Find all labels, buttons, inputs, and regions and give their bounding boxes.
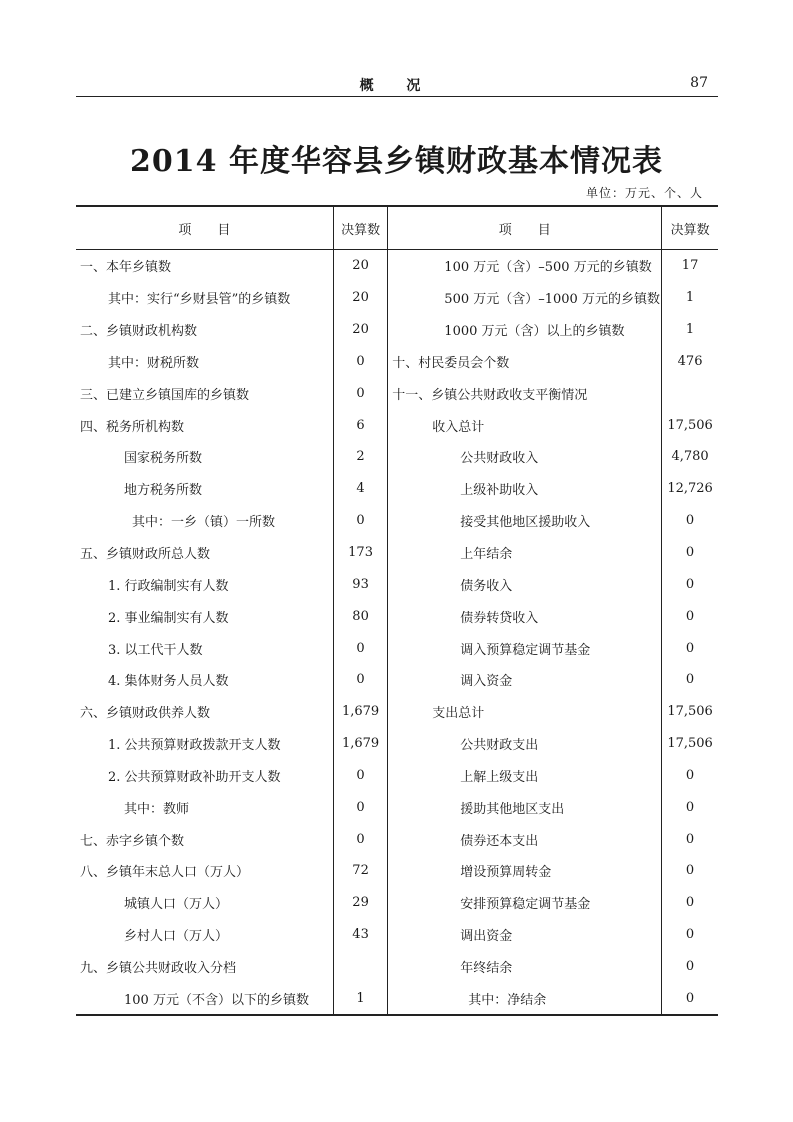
row-item-left: 1. 公共预算财政拨款开支人数 — [108, 738, 281, 754]
row-item-left: 其中：实行“乡财县管”的乡镇数 — [108, 292, 291, 308]
row-value-left: 4 — [333, 473, 387, 505]
row-item-left: 2. 公共预算财政补助开支人数 — [108, 769, 281, 785]
row-value-right: 17 — [662, 250, 718, 282]
row-item-right: 调入资金 — [388, 664, 662, 696]
header-item-left: 项 目 — [76, 206, 333, 250]
table-row — [76, 346, 718, 378]
row-item-right: 债务收入 — [388, 568, 662, 600]
table-row — [76, 982, 718, 1015]
row-value-left: 80 — [333, 600, 387, 632]
row-value-right: 0 — [662, 887, 718, 919]
row-item-left: 八、乡镇年末总人口（万人） — [80, 865, 250, 881]
row-value-right — [662, 377, 718, 409]
row-value-right: 17,506 — [662, 696, 718, 728]
row-item-right: 调出资金 — [388, 919, 662, 951]
row-value-right: 1 — [662, 282, 718, 314]
row-value-right: 0 — [662, 823, 718, 855]
row-item-left: 其中：一乡（镇）一所数 — [132, 515, 276, 531]
table-row — [76, 537, 718, 569]
row-item-left: 乡村人口（万人） — [124, 929, 229, 945]
table-row — [76, 314, 718, 346]
table-row — [76, 473, 718, 505]
page-header — [76, 72, 718, 97]
row-value-left: 0 — [333, 346, 387, 378]
table-row — [76, 282, 718, 314]
row-value-right: 17,506 — [662, 409, 718, 441]
row-item-left: 100 万元（不含）以下的乡镇数 — [124, 992, 309, 1008]
row-item-left: 其中：财税所数 — [108, 355, 200, 371]
table-row — [76, 664, 718, 696]
table-row — [76, 409, 718, 441]
row-value-right: 0 — [662, 537, 718, 569]
row-value-left: 6 — [333, 409, 387, 441]
row-value-right: 4,780 — [662, 441, 718, 473]
row-item-left: 四、税务所机构数 — [80, 419, 185, 435]
row-value-right: 0 — [662, 919, 718, 951]
row-value-left: 0 — [333, 791, 387, 823]
row-item-right: 援助其他地区支出 — [388, 791, 662, 823]
table-row — [76, 728, 718, 760]
row-item-left: 3. 以工代干人数 — [108, 642, 203, 658]
row-value-left: 1,679 — [333, 696, 387, 728]
row-item-left: 三、已建立乡镇国库的乡镇数 — [80, 387, 250, 403]
row-item-right: 1000 万元（含）以上的乡镇数 — [388, 314, 662, 346]
row-value-right: 17,506 — [662, 728, 718, 760]
row-item-right: 安排预算稳定调节基金 — [388, 887, 662, 919]
row-item-left: 1. 行政编制实有人数 — [108, 578, 229, 594]
row-item-right: 公共财政支出 — [388, 728, 662, 760]
unit-note: 单位：万元、个、人 — [585, 186, 703, 200]
row-item-right: 十一、乡镇公共财政收支平衡情况 — [388, 377, 662, 409]
row-value-right: 12,726 — [662, 473, 718, 505]
row-item-right: 上年结余 — [388, 537, 662, 569]
row-item-right: 500 万元（含）–1000 万元的乡镇数 — [388, 282, 662, 314]
table-row — [76, 696, 718, 728]
row-item-right: 上解上级支出 — [388, 760, 662, 792]
header-value-right: 决算数 — [662, 206, 718, 250]
row-item-right: 调入预算稳定调节基金 — [388, 632, 662, 664]
row-value-left: 0 — [333, 823, 387, 855]
row-item-left: 其中：教师 — [124, 801, 190, 817]
table-body — [76, 250, 718, 1016]
row-value-right: 0 — [662, 664, 718, 696]
row-item-right: 接受其他地区援助收入 — [388, 505, 662, 537]
row-item-right: 债券还本支出 — [388, 823, 662, 855]
table-row — [76, 760, 718, 792]
document-title: 2014 年度华容县乡镇财政基本情况表 — [130, 144, 663, 179]
row-item-left: 六、乡镇财政供养人数 — [80, 706, 211, 722]
table-row — [76, 791, 718, 823]
row-item-left: 4. 集体财务人员人数 — [108, 674, 229, 690]
row-item-right: 十、村民委员会个数 — [388, 346, 662, 378]
row-item-right: 收入总计 — [388, 409, 662, 441]
row-item-left: 地方税务所数 — [124, 483, 203, 499]
table-row — [76, 377, 718, 409]
row-item-right: 支出总计 — [388, 696, 662, 728]
row-value-right: 0 — [662, 791, 718, 823]
table-row — [76, 632, 718, 664]
row-value-right: 1 — [662, 314, 718, 346]
table-header-row — [76, 206, 718, 250]
row-item-left: 九、乡镇公共财政收入分档 — [80, 960, 237, 976]
table-row — [76, 441, 718, 473]
row-item-left: 国家税务所数 — [124, 451, 203, 467]
row-item-right: 其中：净结余 — [388, 982, 662, 1015]
header-value-left: 决算数 — [333, 206, 387, 250]
row-value-right: 0 — [662, 568, 718, 600]
row-value-right: 0 — [662, 982, 718, 1015]
table-row — [76, 887, 718, 919]
row-value-left: 0 — [333, 377, 387, 409]
row-item-right: 债券转贷收入 — [388, 600, 662, 632]
row-value-left: 2 — [333, 441, 387, 473]
row-value-right: 0 — [662, 760, 718, 792]
row-item-left: 五、乡镇财政所总人数 — [80, 547, 211, 563]
table-row — [76, 250, 718, 282]
row-item-right: 100 万元（含）–500 万元的乡镇数 — [388, 250, 662, 282]
header-item-right: 项 目 — [388, 206, 662, 250]
row-value-left: 20 — [333, 314, 387, 346]
row-value-left: 72 — [333, 855, 387, 887]
row-item-right: 增设预算周转金 — [388, 855, 662, 887]
table-row — [76, 855, 718, 887]
table-row — [76, 568, 718, 600]
table-row — [76, 919, 718, 951]
table-row — [76, 823, 718, 855]
row-value-left: 0 — [333, 664, 387, 696]
row-value-left: 20 — [333, 250, 387, 282]
row-value-left: 1,679 — [333, 728, 387, 760]
row-item-right: 年终结余 — [388, 951, 662, 983]
row-value-left: 1 — [333, 982, 387, 1015]
row-value-left: 0 — [333, 632, 387, 664]
row-item-right: 公共财政收入 — [388, 441, 662, 473]
row-value-right: 0 — [662, 505, 718, 537]
row-value-left: 29 — [333, 887, 387, 919]
page-number: 87 — [690, 75, 708, 91]
row-item-left: 一、本年乡镇数 — [80, 260, 172, 276]
row-item-right: 上级补助收入 — [388, 473, 662, 505]
table-row — [76, 951, 718, 983]
row-value-right: 0 — [662, 632, 718, 664]
row-value-left: 20 — [333, 282, 387, 314]
row-item-left: 2. 事业编制实有人数 — [108, 610, 229, 626]
row-value-left: 0 — [333, 505, 387, 537]
row-value-left: 0 — [333, 760, 387, 792]
row-value-left — [333, 951, 387, 983]
row-item-left: 七、赤字乡镇个数 — [80, 833, 185, 849]
row-value-right: 0 — [662, 855, 718, 887]
row-item-left: 城镇人口（万人） — [124, 897, 229, 913]
row-value-left: 93 — [333, 568, 387, 600]
finance-table — [76, 205, 718, 1016]
row-item-left: 二、乡镇财政机构数 — [80, 324, 198, 340]
table-row — [76, 600, 718, 632]
row-value-right: 0 — [662, 951, 718, 983]
table-row — [76, 505, 718, 537]
row-value-right: 476 — [662, 346, 718, 378]
row-value-left: 173 — [333, 537, 387, 569]
section-name: 概 况 — [359, 78, 435, 94]
row-value-right: 0 — [662, 600, 718, 632]
row-value-left: 43 — [333, 919, 387, 951]
